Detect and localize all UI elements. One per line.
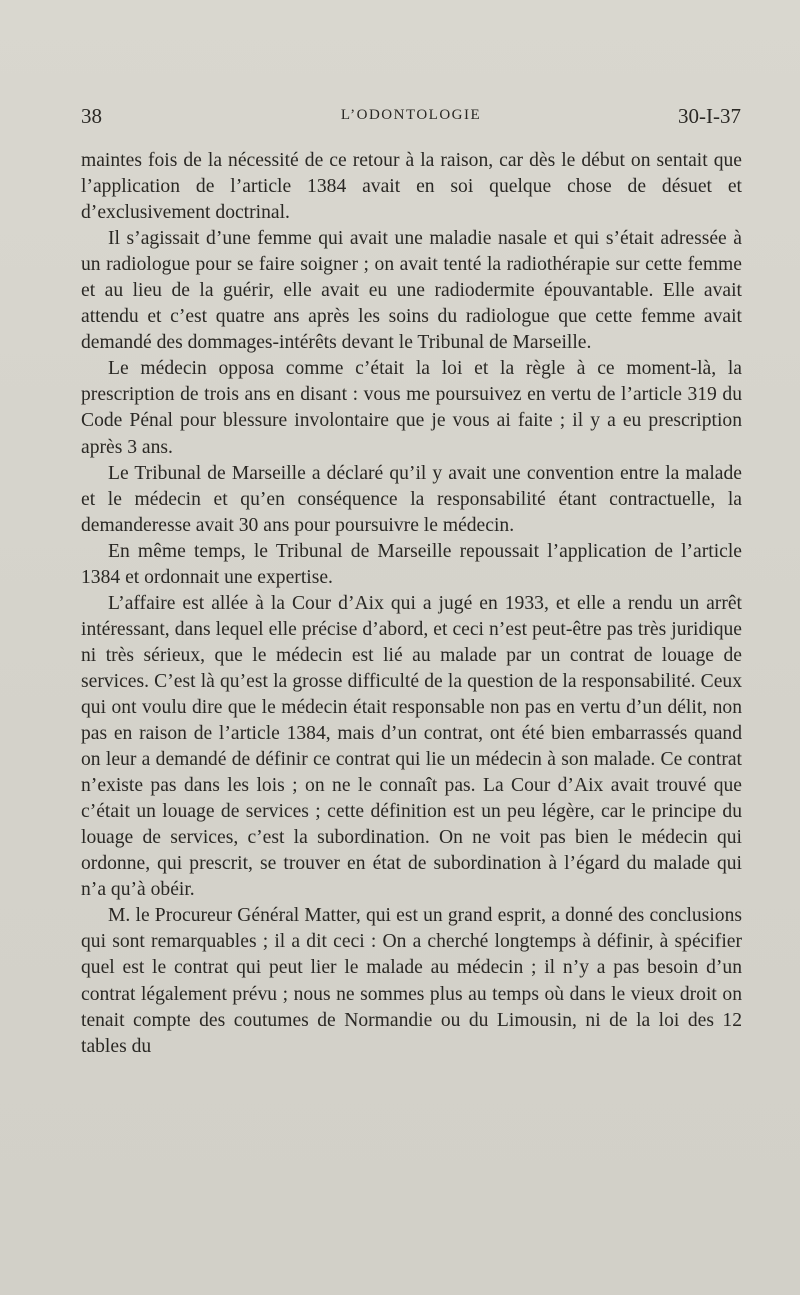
- paragraph: L’affaire est allée à la Cour d’Aix qui a jugé en 1933, et elle a rendu un arrêt intéressant, dans lequel elle précise d’abord, et ceci n’est peut-être pas très juridique ni très sérieux, que le médecin est lié au malade par un contrat de louage de services. C’est là qu’est la grosse difficulté de la question de la responsabilité. Ceux qui ont voulu dire que le médecin était responsable non pas en vertu d’un délit, non pas en raison de l’article 1384, mais d’un contrat, ont été bien embarrassés quand on leur a demandé de définir ce contrat qui lie un médecin à son malade. Ce contrat n’existe pas dans les lois ; on ne le connaît pas. La Cour d’Aix avait trouvé que c’était un louage de services ; cette définition est un peu légère, car le principe du louage de services, c’est la subordination. On ne voit pas bien le médecin qui ordonne, qui prescrit, se trouver en état de subordination à l’égard du malade qui n’a qu’à obéir.: [81, 592, 742, 901]
- paragraph-continued: maintes fois de la nécessité de ce retour à la raison, car dès le début on sentait que l’application de l’article 1384 avait en soi quelque chose de désuet et d’exclusivement doctrinal.: [81, 150, 742, 224]
- issue-date: 30-I-37: [678, 104, 741, 128]
- paragraph: Le Tribunal de Marseille a déclaré qu’il y avait une convention entre la malade et le médecin et qu’en conséquence la responsabilité étant contractuelle, la demanderesse avait 30 ans pour poursuivre le médecin.: [81, 462, 742, 536]
- paragraph: M. le Procureur Général Matter, qui est un grand esprit, a donné des conclusions qui sont remarquables ; il a dit ceci : On a cherché longtemps à définir, à spécifier quel est le contrat qui peut lier le malade au médecin ; il n’y a pas besoin d’un contrat légalement prévu ; nous ne sommes plus au temps où dans le vieux droit on tenait compte des coutumes de Normandie ou du Limousin, ni de la loi des 12 tables du: [81, 905, 742, 1057]
- journal-title: L’ODONTOLOGIE: [340, 107, 482, 123]
- page-number: 38: [81, 104, 102, 128]
- paragraph: Le médecin opposa comme c’était la loi et la règle à ce moment-là, la prescription de trois ans en disant : vous me poursuivez en vertu de l’article 319 du Code Pénal pour blessure involontaire que je vous ai faite ; il y a eu prescription après 3 ans.: [81, 358, 742, 458]
- paragraph: Il s’agissait d’une femme qui avait une maladie nasale et qui s’était adressée à un radiologue pour se faire soigner ; on avait tenté la radiothérapie sur cette femme et au lieu de la guérir, elle avait eu une radiodermite épouvantable. Elle avait attendu et c’est quatre ans après les soins du radiologue que cette femme avait demandé des dommages-intérêts devant le Tribunal de Marseille.: [81, 228, 742, 354]
- body-text: [81, 148, 742, 1060]
- paragraph: En même temps, le Tribunal de Marseille repoussait l’application de l’article 1384 et ordonnait une expertise.: [81, 540, 742, 588]
- running-head: [81, 104, 741, 134]
